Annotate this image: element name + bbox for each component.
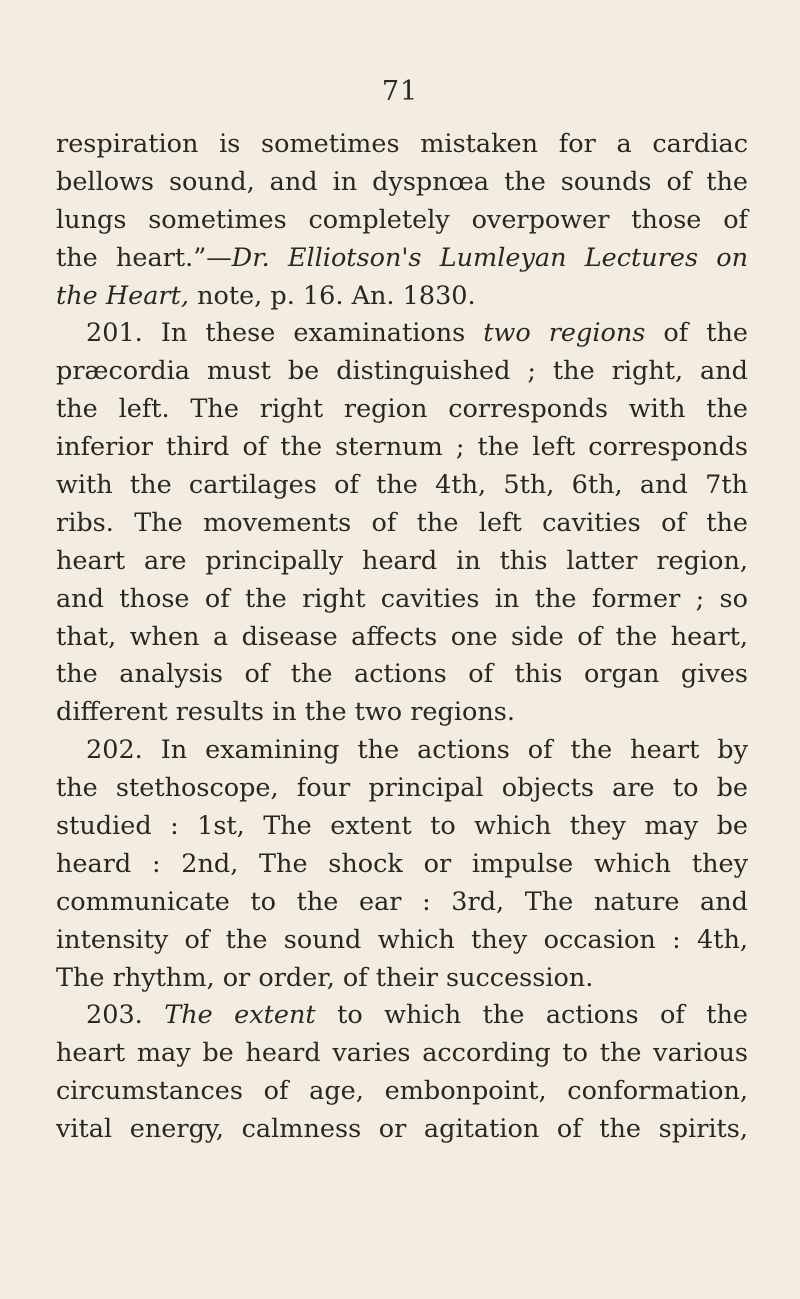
text-line: the stethoscope, four principal objects are to be [56,773,748,804]
text-line: studied : 1st, The extent to which they may be [56,811,748,842]
text-line [56,278,748,316]
paragraph-202-start: 202. In examining the actions of the heart by [86,735,748,766]
text-line: lungs sometimes completely overpower those of [56,204,748,235]
quote-end: the heart.”— [56,242,232,273]
page-number: 71 [381,76,419,107]
text-line: præcordia must be distinguished ; the right, and [56,356,748,387]
text-line: vital energy, calmness or agitation of the spirits, [56,1114,748,1145]
citation-title-end: the Heart, [56,280,189,311]
text-line: respiration is sometimes mistaken for a cardiac [56,129,748,159]
citation-title: Dr. Elliotson's Lumleyan Lectures on [231,242,748,273]
emphasis-the-extent: The extent [164,1000,316,1031]
text-line: ribs. The movements of the left cavities of the [56,507,748,538]
text-line: heard : 2nd, The shock or impulse which they [56,848,748,879]
text-line: inferior third of the sternum ; the left corresponds [56,432,748,463]
text-line: with the cartilages of the 4th, 5th, 6th, and 7th [56,470,748,501]
paragraph-203-start: 203. The extent to which the actions of the [86,1000,749,1031]
text-line: communicate to the ear : 3rd, The nature and [56,886,748,917]
text-line: heart may be heard varies according to the various [56,1038,748,1069]
text-line: intensity of the sound which they occasion : 4th, [56,924,748,955]
text-line: heart are principally heard in this latter region, [56,545,748,576]
text-line: that, when a disease affects one side of the heart, [56,621,748,652]
text-line [56,240,748,278]
citation-details: note, p. 16. An. 1830. [197,280,476,311]
emphasis-two-regions: two regions [483,318,646,349]
text-line: the analysis of the actions of this organ gives [56,659,748,690]
text-line: different results in the two regions. [56,697,515,728]
text-line: and those of the right cavities in the former ; so [56,583,748,614]
text-line: The rhythm, or order, of their succession. [56,962,594,993]
paragraph-201-start: 201. In these examinations two regions of the [86,318,749,349]
body-text [56,126,748,1149]
text-line: bellows sound, and in dyspnœa the sounds of the [56,166,748,197]
text-line: circumstances of age, embonpoint, conformation, [56,1076,748,1107]
text-line: the left. The right region corresponds with the [56,394,748,425]
